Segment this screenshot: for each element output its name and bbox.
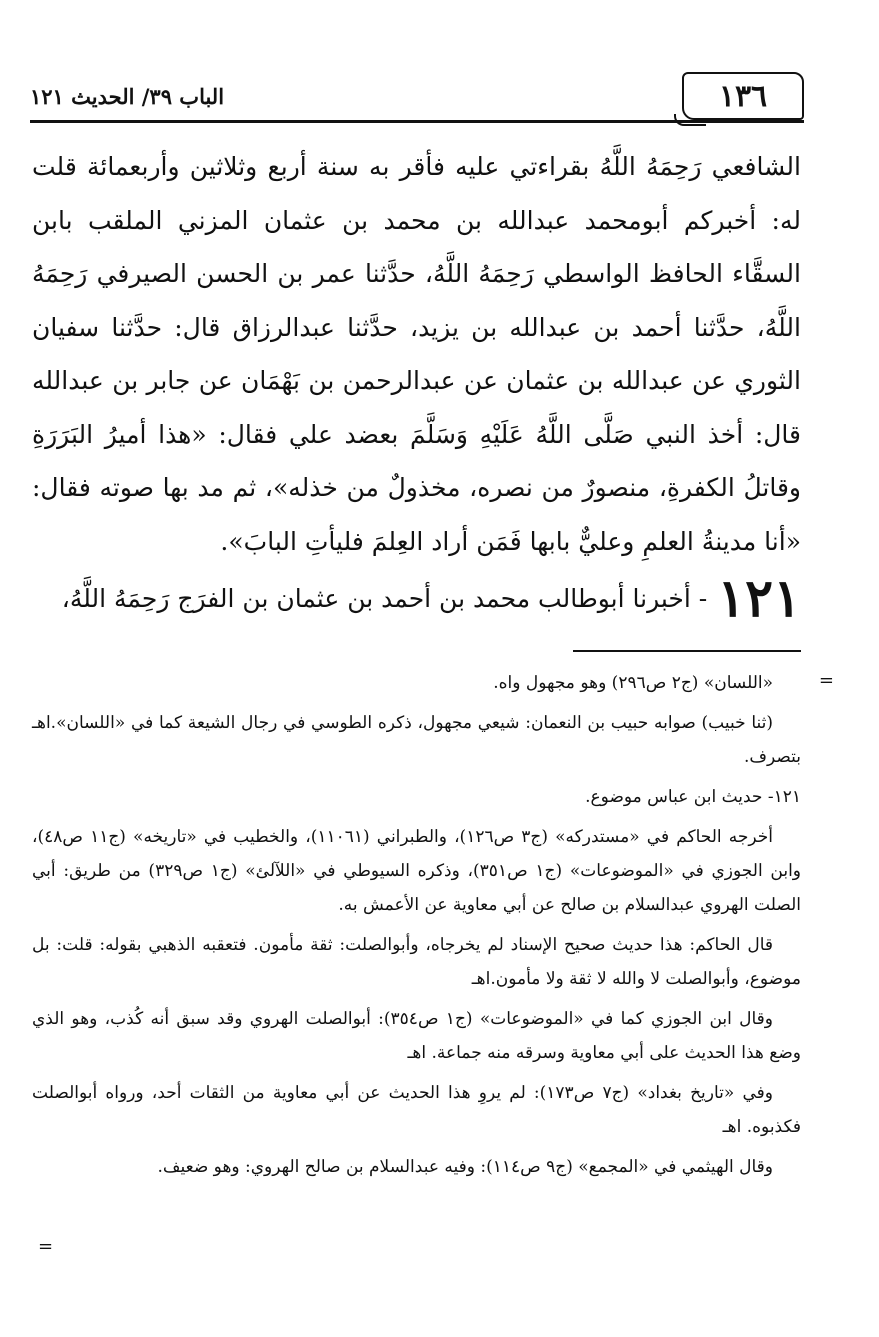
continuation-mark-top: = [818,670,834,691]
hadith-start-text: - أخبرنا أبوطالب محمد بن أحمد بن عثمان بن الفرَج رَحِمَهُ اللَّهُ، [61,584,708,613]
footnote-line: وفي «تاريخ بغداد» (ج٧ ص١٧٣): لم يروِ هذا الحديث عن أبي معاوية من الثقات أحد، ورواه أبوالصلت فكذبوه. اهـ [32,1083,801,1137]
footnote-heading: ١٢١- حديث ابن عباس موضوع. [585,787,801,807]
main-text [32,140,801,629]
footnote-line: أخرجه الحاكم في «مستدركه» (ج٣ ص١٢٦)، والطبراني (١١٠٦١)، والخطيب في «تاريخه» (ج١١ ص٤٨)، وابن الجوزي في «الموضوعات» (ج١ ص٣٥١)، وذكره السيوطي في «اللآلئ» (ج١ ص٣٢٩) من طريق: أبي الصلت الهروي عبدالسلام بن صالح عن أبي معاوية عن الأعمش به. [32,827,802,915]
footnote-line: وقال ابن الجوزي كما في «الموضوعات» (ج١ ص٣٥٤): أبوالصلت الهروي وقد سبق أنه كُذب، وهو الذي وضع هذا الحديث على أبي معاوية وسرقه منه جماعة. اهـ [32,1009,801,1063]
footnote-line: (ثنا خبيب) صوابه حبيب بن النعمان: شيعي مجهول، ذكره الطوسي في رجال الشيعة كما في «اللسان».اهـ بتصرف. [32,713,801,767]
footnote-line: وقال الهيثمي في «المجمع» (ج٩ ص١١٤): وفيه عبدالسلام بن صالح الهروي: وهو ضعيف. [157,1157,773,1177]
footnote-divider [573,650,801,652]
continuation-mark-bottom: = [38,1236,54,1257]
footnotes [32,666,801,1190]
running-head: الباب ٣٩/ الحديث ١٢١ [30,84,225,109]
footnote-line: «اللسان» (ج٢ ص٢٩٦) وهو مجهول واه. [493,673,773,693]
page-number: ١٣٦ [682,72,804,120]
hadith-121-line [32,567,801,629]
header-rule [30,120,804,123]
hadith-number: ١٢١ [717,567,801,629]
page-header [30,70,804,122]
footnote-line: قال الحاكم: هذا حديث صحيح الإسناد لم يخرجاه، وأبوالصلت: ثقة مأمون. فتعقبه الذهبي بقوله: قلت: بل موضوع، وأبوالصلت لا والله لا ثقة ولا مأمون.اهـ [32,935,801,989]
main-paragraph: الشافعي رَحِمَهُ اللَّهُ بقراءتي عليه فأقر به سنة أربع وثلاثين وأربعمائة قلت له: أخبركم أبومحمد عبدالله بن محمد بن عثمان المزني الملقب بابن السقَّاء الحافظ الواسطي رَحِمَهُ اللَّهُ، حدَّثنا عمر بن الحسن الصيرفي رَحِمَهُ اللَّهُ، حدَّثنا أحمد بن عبدالله بن يزيد، حدَّثنا عبدالرزاق قال: حدَّثنا سفيان الثوري عن عبدالله بن عثمان عن عبدالرحمن بن بَهْمَان عن جابر بن عبدالله قال: أخذ النبي صَلَّى اللَّهُ عَلَيْهِ وَسَلَّمَ بعضد علي فقال: «هذا أميرُ البَرَرَةِ وقاتلُ الكفرةِ، منصورٌ من نصره، مخذولٌ من خذله»، ثم مد بها صوته فقال: «أنا مدينةُ العلمِ وعليٌّ بابها فَمَن أراد العِلمَ فليأتِ البابَ». [32,152,801,556]
